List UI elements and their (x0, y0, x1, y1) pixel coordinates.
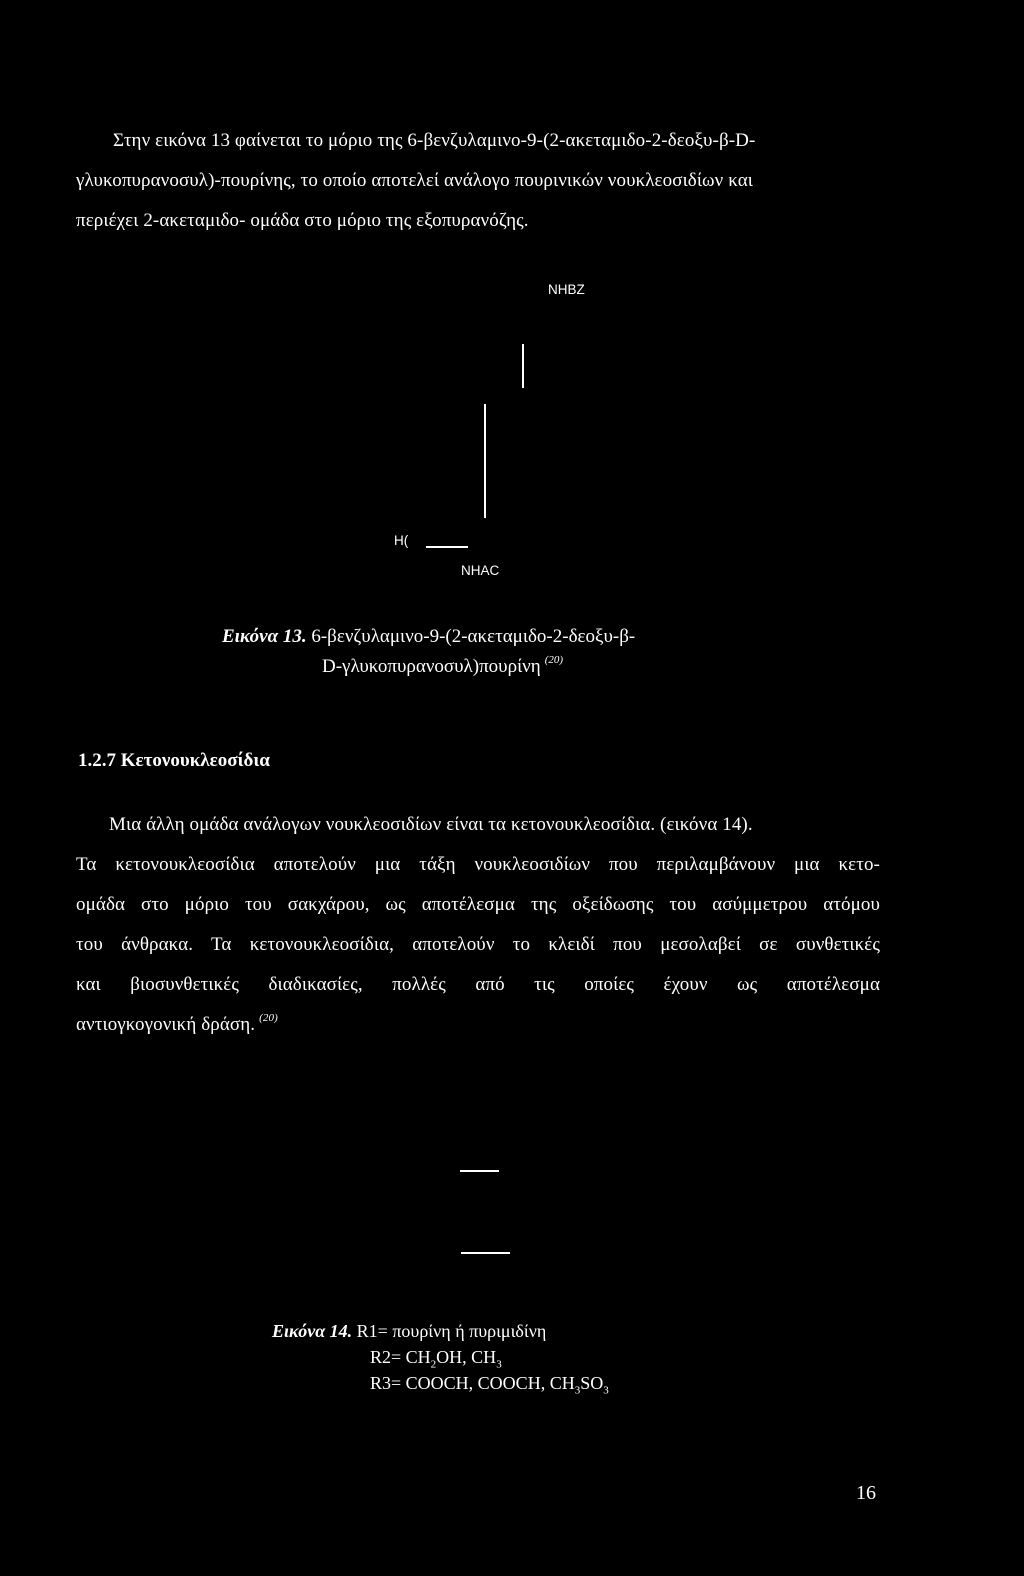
reference-marker: (20) (259, 1012, 278, 1024)
nhac-label: NHAC (461, 563, 500, 578)
bond-line (522, 344, 524, 388)
r3-text: , CH (540, 1373, 575, 1393)
page-number: 16 (856, 1482, 876, 1504)
figure-13-label: Εικόνα 13. (222, 626, 307, 647)
subscript: 2 (430, 1358, 437, 1371)
r2-text: R2= CH (370, 1347, 431, 1367)
reference-marker: (20) (544, 654, 564, 666)
section-heading: 1.2.7 Κετονουκλεοσίδια (78, 750, 270, 771)
body-line-6-text: αντιογκογονική δράση. (76, 1014, 256, 1035)
subscript: 3 (496, 1358, 502, 1371)
figure-13-caption-line-1: 6-βενζυλαμινο-9-(2-ακεταμιδο-2-δεοξυ-β- (311, 626, 636, 647)
nhbz-label: NHBZ (548, 282, 585, 297)
bond-line (460, 1170, 499, 1172)
r3-text: , COOC (468, 1373, 528, 1393)
figure-13-caption-2 (322, 652, 563, 684)
body-line-6 (76, 1008, 278, 1044)
ho-label: H( (394, 533, 409, 548)
r3-definition (370, 1370, 609, 1397)
body-line-1: Μια άλλη ομάδα ανάλογων νουκλεοσιδίων είναι τα κετονουκλεοσίδια. (εικόνα 14). (109, 814, 753, 835)
r3-text: R3= COOCH (370, 1373, 469, 1393)
body-line-2: Τα κετονουκλεοσίδια αποτελούν μια τάξη νουκλεοσιδίων που περιλαμβάνουν μια κετο- (76, 854, 880, 875)
r2-text: OH, CH (436, 1347, 497, 1367)
intro-line-2: γλυκοπυρανοσυλ)-πουρίνης, το οποίο αποτελεί ανάλογο πουρινικών νουκλεοσιδίων και (76, 170, 753, 191)
body-line-3: ομάδα στο μόριο του σακχάρου, ως αποτέλεσμα της οξείδωσης του ασύμμετρου ατόμου (76, 894, 880, 915)
subscript: 3 (603, 1384, 609, 1397)
r1-definition: R1= πουρίνη ή πυριμιδίνη (356, 1321, 547, 1341)
figure-13-caption (222, 622, 635, 652)
figure-14-caption (272, 1318, 546, 1344)
r3-text: H (527, 1373, 541, 1393)
intro-line-1: Στην εικόνα 13 φαίνεται το μόριο της 6-βενζυλαμινο-9-(2-ακεταμιδο-2-δεοξυ-β-D- (113, 130, 756, 151)
r3-text: SO (580, 1373, 604, 1393)
bond-line (461, 1252, 510, 1254)
figure-14-label: Εικόνα 14. (272, 1321, 353, 1341)
figure-13-caption-line-2: D-γλυκοπυρανοσυλ)πουρίνη (322, 656, 541, 677)
bond-line (484, 404, 486, 518)
body-line-4: του άνθρακα. Τα κετονουκλεοσίδια, αποτελούν το κλειδί που μεσολαβεί σε συνθετικές (76, 934, 880, 955)
body-line-5: και βιοσυνθετικές διαδικασίες, πολλές από τις οποίες έχουν ως αποτέλεσμα (76, 974, 880, 995)
intro-line-3: περιέχει 2-ακεταμιδο- ομάδα στο μόριο της εξοπυρανόζης. (76, 210, 529, 231)
bond-line (426, 546, 468, 548)
subscript: 3 (574, 1384, 581, 1397)
